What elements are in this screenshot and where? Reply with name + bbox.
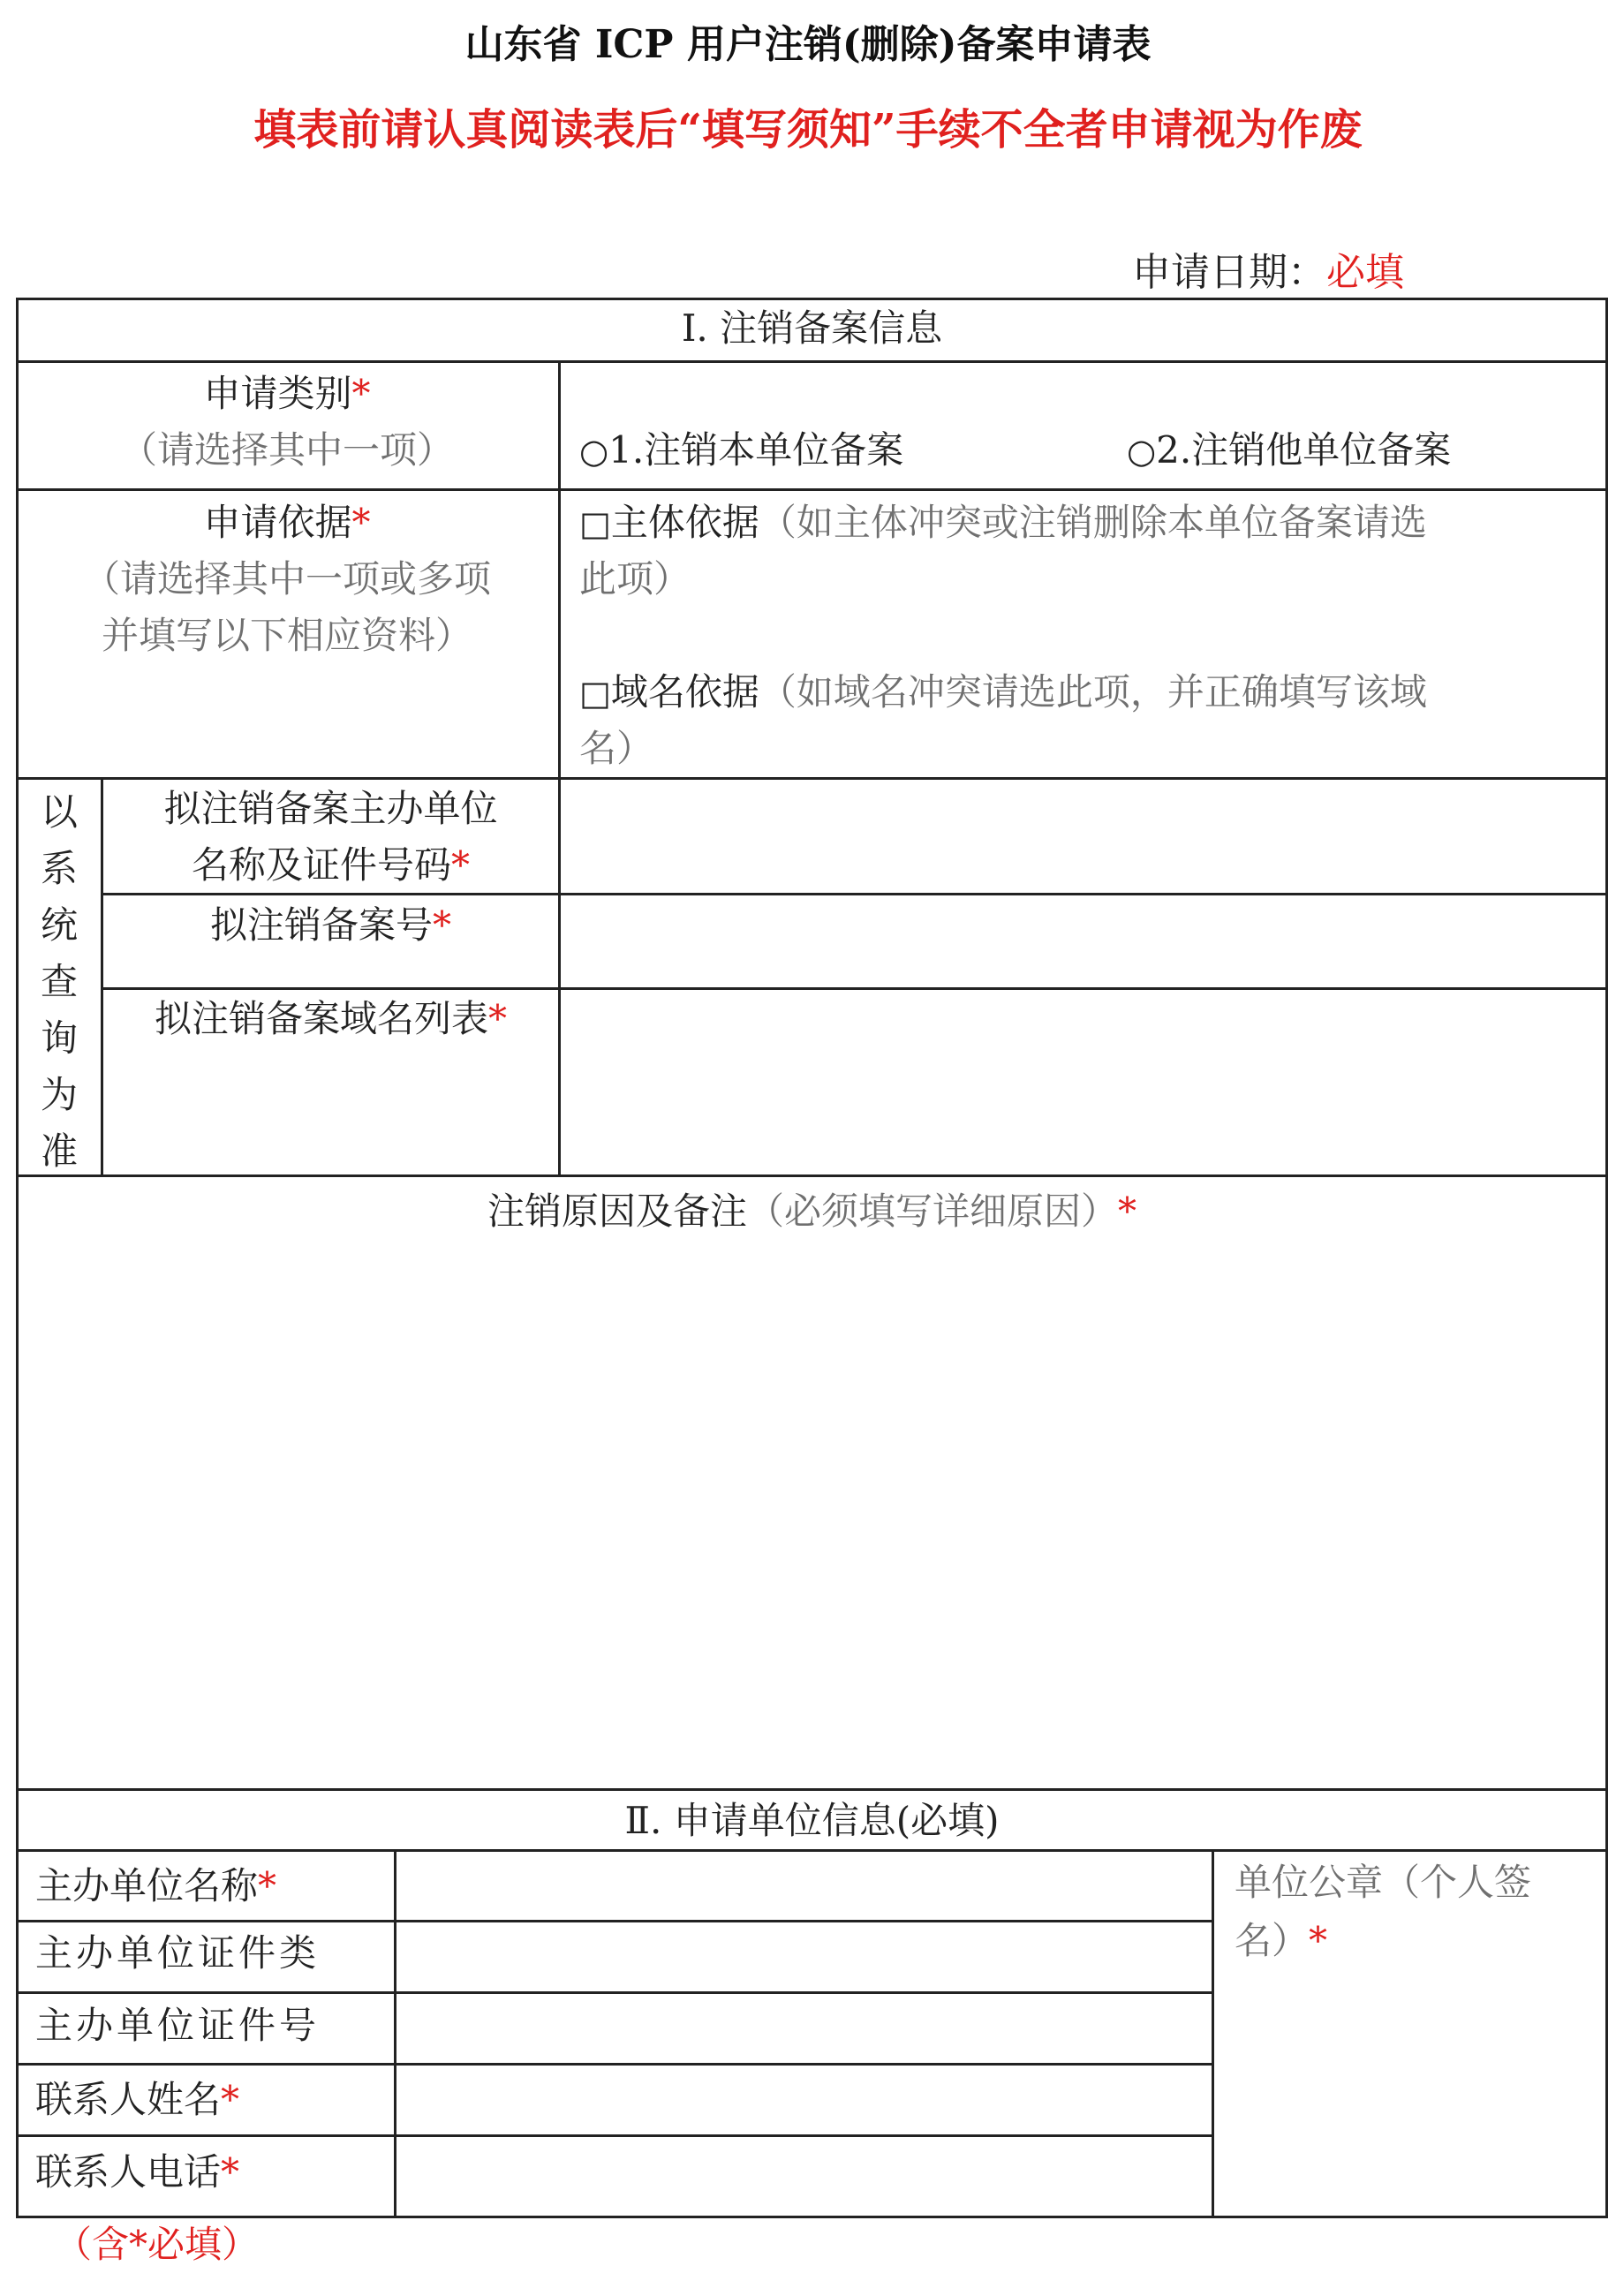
cancel-unit-label-2: 名称及证件号码*	[191, 843, 470, 887]
date-field[interactable]: 必填	[1326, 250, 1404, 295]
reason-label: 注销原因及备注（必须填写详细原因）*	[487, 1190, 1137, 1233]
host-unit-name-label: 主办单位名称*	[35, 1864, 277, 1907]
application-date	[1132, 240, 1404, 297]
basis-hint-1: （请选择其中一项或多项	[82, 557, 491, 600]
option-hint: （如主体冲突或注销删除本单位备案请选	[759, 501, 1427, 544]
divider	[16, 2063, 1212, 2066]
divider	[16, 777, 1608, 780]
option-label: 1.注销本单位备案	[608, 428, 904, 472]
cancel-domain-list-label: 拟注销备案域名列表*	[154, 997, 507, 1040]
option-hint-continued: 此项）	[579, 557, 691, 600]
host-unit-cert-type-label: 主办单位证件类	[35, 1931, 321, 1975]
checkbox-icon[interactable]: □	[579, 674, 611, 713]
system-query-note: 以 系 统 查 询 为 准	[40, 790, 78, 1173]
option-hint-continued: 名）	[579, 727, 654, 770]
divider	[102, 987, 1608, 990]
fill-warning: 填表前请认真阅读表后“填写须知”手续不全者申请视为作废	[253, 105, 1363, 155]
host-unit-cert-number-field[interactable]	[399, 1995, 1210, 2060]
contact-phone-label: 联系人电话*	[35, 2150, 240, 2194]
host-unit-cert-number-label: 主办单位证件号	[35, 2004, 321, 2047]
required-footnote: （含*必填）	[55, 2223, 260, 2266]
section-2-title: Ⅱ. 申请单位信息(必填)	[624, 1799, 1000, 1842]
divider	[16, 1788, 1608, 1791]
radio-icon[interactable]: ○	[579, 432, 609, 471]
reason-field[interactable]	[21, 1245, 1605, 1784]
basis-hint-2: 并填写以下相应资料）	[101, 614, 472, 657]
divider	[16, 2134, 1212, 2137]
category-hint: （请选择其中一项）	[119, 428, 454, 472]
option-cancel-other-unit[interactable]	[1127, 422, 1451, 480]
checkbox-icon[interactable]: □	[579, 504, 611, 543]
divider	[16, 488, 1608, 491]
seal-area[interactable]	[1217, 1978, 1605, 2215]
seal-label-1: 单位公章（个人签	[1235, 1861, 1532, 1904]
host-unit-name-field[interactable]	[399, 1853, 1210, 1918]
host-unit-cert-type-field[interactable]	[399, 1923, 1210, 1989]
category-label: 申请类别*	[203, 372, 371, 415]
cancel-domain-list-field[interactable]	[563, 991, 1605, 1172]
seal-label-2: 名）*	[1235, 1919, 1328, 1962]
option-label: 主体依据	[610, 501, 759, 544]
basis-option-subject[interactable]	[579, 495, 1427, 552]
divider	[16, 1991, 1212, 1994]
divider	[16, 1920, 1212, 1922]
divider	[16, 1174, 1608, 1177]
form-title: 山东省 ICP 用户注销(删除)备案申请表	[464, 22, 1152, 67]
contact-phone-field[interactable]	[399, 2138, 1210, 2214]
section-1-title: Ⅰ. 注销备案信息	[681, 306, 943, 350]
cancel-record-number-field[interactable]	[563, 896, 1605, 985]
cancel-record-number-label: 拟注销备案号*	[209, 903, 451, 947]
cancel-unit-name-field[interactable]	[563, 781, 1605, 890]
basis-label: 申请依据*	[203, 501, 371, 544]
divider	[16, 360, 1608, 363]
divider	[558, 360, 561, 1177]
option-label: 2.注销他单位备案	[1156, 428, 1452, 472]
basis-option-domain[interactable]	[579, 664, 1427, 721]
divider	[16, 1849, 1608, 1852]
option-cancel-own-unit[interactable]	[579, 422, 903, 480]
cancel-unit-label-1: 拟注销备案主办单位	[163, 787, 498, 830]
divider	[1212, 1849, 1214, 2218]
contact-name-field[interactable]	[399, 2066, 1210, 2132]
option-label: 域名依据	[610, 670, 759, 714]
option-hint: （如域名冲突请选此项，并正确填写该域	[759, 670, 1427, 714]
contact-name-label: 联系人姓名*	[35, 2078, 240, 2121]
date-label: 申请日期：	[1132, 250, 1326, 295]
divider	[394, 1849, 396, 2218]
radio-icon[interactable]: ○	[1127, 432, 1157, 471]
